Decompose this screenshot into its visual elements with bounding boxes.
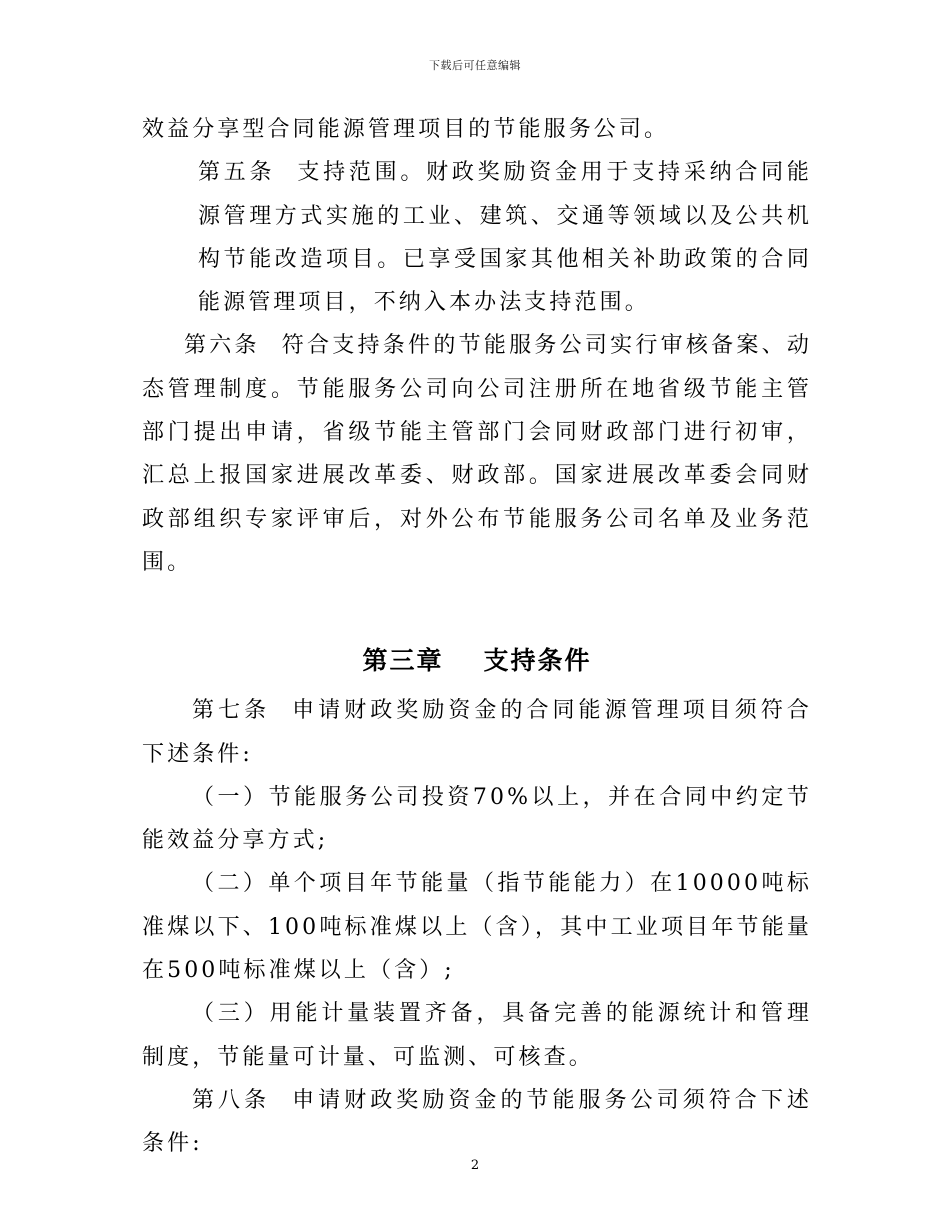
condition-item-1: （一）节能服务公司投资70%以上，并在合同中约定节能效益分享方式;	[142, 784, 812, 854]
article-8-label: 第八条	[192, 1087, 271, 1113]
article-5-text: 支持范围。财政奖励资金用于支持采纳合同能源管理方式实施的工业、建筑、交通等领域以及公共机构节能改造项目。已享受国家其他相关补助政策的合同能源管理项目，不纳入本办法支持范围。	[198, 160, 812, 316]
article-6-text: 符合支持条件的节能服务公司实行审核备案、动态管理制度。节能服务公司向公司注册所在地省级节能主管部门提出申请，省级节能主管部门会同财政部门进行初审，汇总上报国家进展改革委、财政部。国家进展改革委会同财政部组织专家评审后，对外公布节能服务公司名单及业务范围。	[142, 333, 812, 575]
article-6	[142, 324, 812, 584]
paragraph-continuation: 效益分享型合同能源管理项目的节能服务公司。	[142, 117, 670, 142]
article-7-text: 申请财政奖励资金的合同能源管理项目须符合下述条件:	[142, 698, 812, 767]
chapter-number: 第三章	[362, 646, 444, 676]
condition-item-3: （三）用能计量装置齐备，具备完善的能源统计和管理制度，节能量可计量、可监测、可核查。	[142, 1001, 812, 1070]
article-7-label: 第七条	[192, 698, 271, 724]
article-5-label: 第五条	[198, 160, 276, 186]
article-8-text: 申请财政奖励资金的节能服务公司须符合下述条件:	[142, 1087, 812, 1157]
document-body	[142, 108, 812, 1166]
article-7	[142, 689, 812, 776]
article-6-label: 第六条	[184, 333, 260, 359]
article-8	[142, 1079, 812, 1166]
chapter-heading	[142, 639, 812, 683]
page-number: 2	[470, 1158, 480, 1173]
header-note: 下载后可任意编辑	[429, 59, 521, 72]
condition-item-2: （二）单个项目年节能量（指节能能力）在10000吨标准煤以下、100吨标准煤以上（含），其中工业项目年节能量在500吨标准煤以上（含）;	[142, 871, 812, 984]
article-5	[142, 151, 812, 324]
chapter-title: 支持条件	[483, 646, 592, 676]
